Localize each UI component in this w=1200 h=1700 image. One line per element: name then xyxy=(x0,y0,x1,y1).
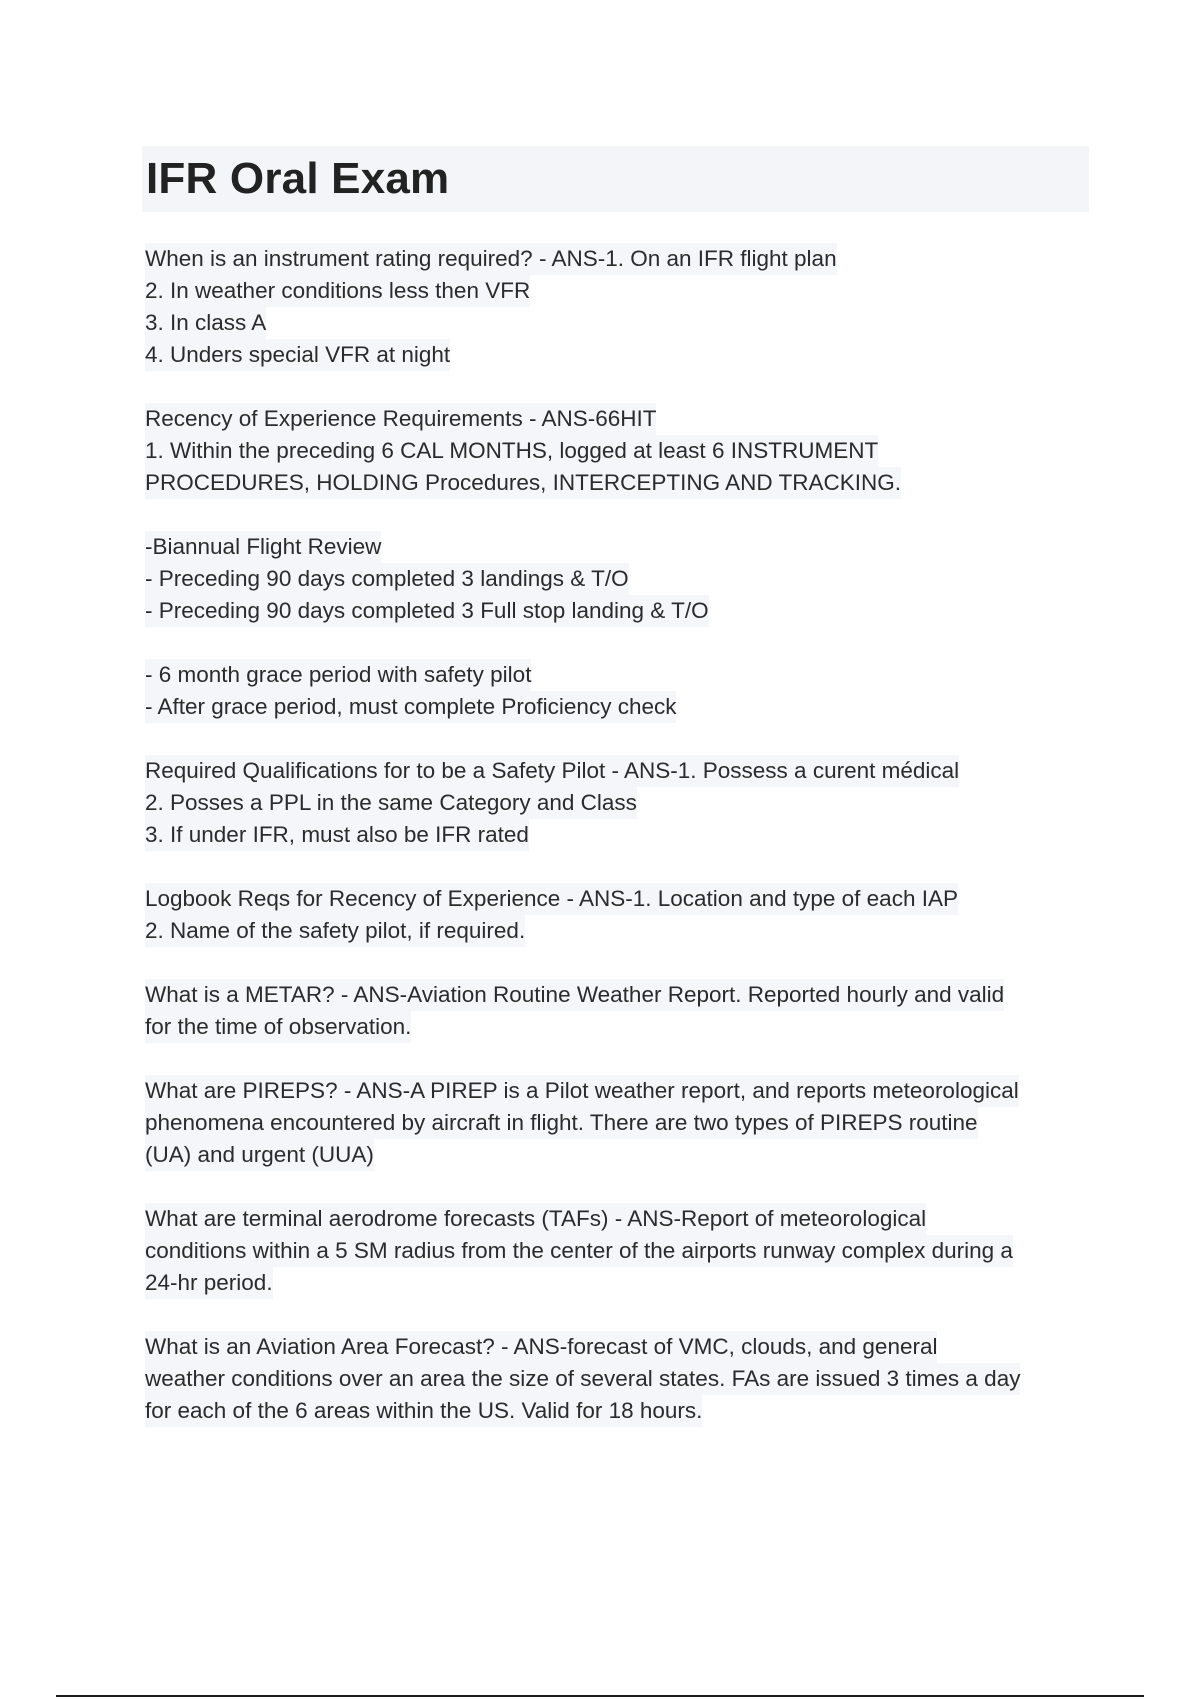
text-line: What are PIREPS? - ANS-A PIREP is a Pilot weather report, and reports meteorological xyxy=(145,1075,1019,1107)
text-line: for each of the 6 areas within the US. Valid for 18 hours. xyxy=(145,1395,702,1427)
text-line: What is an Aviation Area Forecast? - ANS-forecast of VMC, clouds, and general xyxy=(145,1331,937,1363)
text-line: Logbook Reqs for Recency of Experience - ANS-1. Location and type of each IAP xyxy=(145,883,958,915)
qa-block xyxy=(145,659,1090,723)
footer-divider xyxy=(56,1695,1144,1697)
qa-block xyxy=(145,755,1090,851)
qa-block xyxy=(145,1203,1090,1299)
text-line: - 6 month grace period with safety pilot xyxy=(145,659,531,691)
text-line: Recency of Experience Requirements - ANS-66HIT xyxy=(145,403,656,435)
text-line: weather conditions over an area the size of several states. FAs are issued 3 times a day xyxy=(145,1363,1020,1395)
document-body xyxy=(145,243,1090,1459)
text-line: When is an instrument rating required? - ANS-1. On an IFR flight plan xyxy=(145,243,837,275)
qa-block xyxy=(145,883,1090,947)
title-bar xyxy=(142,146,1089,212)
qa-block xyxy=(145,403,1090,499)
text-line: for the time of observation. xyxy=(145,1011,411,1043)
qa-block xyxy=(145,1075,1090,1171)
text-line: 4. Unders special VFR at night xyxy=(145,339,450,371)
qa-block xyxy=(145,531,1090,627)
text-line: 1. Within the preceding 6 CAL MONTHS, logged at least 6 INSTRUMENT xyxy=(145,435,878,467)
qa-block xyxy=(145,243,1090,371)
qa-block xyxy=(145,1331,1090,1427)
text-line: -Biannual Flight Review xyxy=(145,531,381,563)
text-line: What are terminal aerodrome forecasts (TAFs) - ANS-Report of meteorological xyxy=(145,1203,926,1235)
text-line: - After grace period, must complete Proficiency check xyxy=(145,691,676,723)
text-line: - Preceding 90 days completed 3 landings & T/O xyxy=(145,563,629,595)
text-line: conditions within a 5 SM radius from the center of the airports runway complex during a xyxy=(145,1235,1013,1267)
text-line: 2. Posses a PPL in the same Category and Class xyxy=(145,787,637,819)
qa-block xyxy=(145,979,1090,1043)
text-line: 2. Name of the safety pilot, if required. xyxy=(145,915,525,947)
text-line: - Preceding 90 days completed 3 Full stop landing & T/O xyxy=(145,595,709,627)
text-line: 3. If under IFR, must also be IFR rated xyxy=(145,819,529,851)
page-title: IFR Oral Exam xyxy=(146,154,450,203)
text-line: PROCEDURES, HOLDING Procedures, INTERCEPTING AND TRACKING. xyxy=(145,467,901,499)
text-line: phenomena encountered by aircraft in flight. There are two types of PIREPS routine xyxy=(145,1107,978,1139)
text-line: 24-hr period. xyxy=(145,1267,273,1299)
text-line: Required Qualifications for to be a Safety Pilot - ANS-1. Possess a curent médical xyxy=(145,755,959,787)
text-line: 3. In class A xyxy=(145,307,266,339)
text-line: 2. In weather conditions less then VFR xyxy=(145,275,530,307)
text-line: What is a METAR? - ANS-Aviation Routine Weather Report. Reported hourly and valid xyxy=(145,979,1004,1011)
text-line: (UA) and urgent (UUA) xyxy=(145,1139,374,1171)
